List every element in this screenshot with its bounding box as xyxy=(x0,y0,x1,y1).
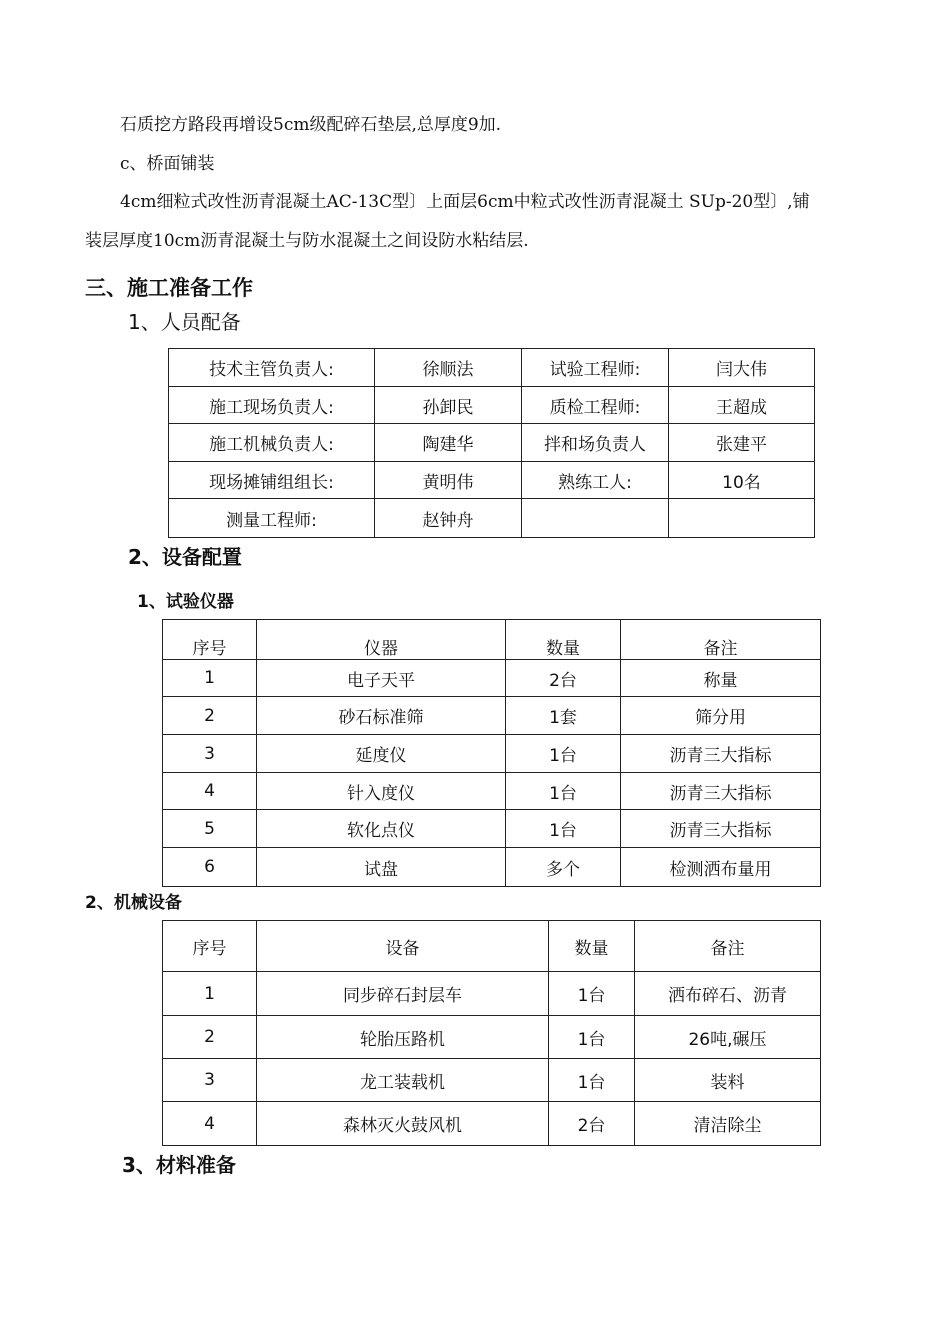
column-header: 仪器 xyxy=(257,620,506,660)
personnel-role: 熟练工人: xyxy=(522,462,669,499)
table-row xyxy=(169,499,815,538)
column-header: 序号 xyxy=(163,921,257,972)
personnel-role: 质检工程师: xyxy=(522,387,669,424)
table-cell: 针入度仪 xyxy=(257,773,506,810)
personnel-name: 徐顺法 xyxy=(375,349,522,387)
table-header-row xyxy=(163,620,821,660)
personnel-role: 施工现场负责人: xyxy=(169,387,375,424)
column-header: 设备 xyxy=(257,921,549,972)
personnel-table xyxy=(168,348,815,538)
personnel-role: 现场摊铺组组长: xyxy=(169,462,375,499)
table-cell: 1台 xyxy=(506,773,621,810)
table-row xyxy=(163,735,821,773)
personnel-role: 拌和场负责人 xyxy=(522,424,669,462)
personnel-name: 黄明伟 xyxy=(375,462,522,499)
table-cell: 清洁除尘 xyxy=(635,1102,821,1146)
personnel-role: 施工机械负责人: xyxy=(169,424,375,462)
personnel-name xyxy=(669,499,815,538)
table-cell: 2台 xyxy=(506,660,621,697)
table-cell: 电子天平 xyxy=(257,660,506,697)
table-row xyxy=(163,810,821,848)
table-cell: 检测洒布量用 xyxy=(621,848,821,887)
column-header: 序号 xyxy=(163,620,257,660)
table-row xyxy=(163,972,821,1016)
instruments-table xyxy=(162,619,821,887)
table-cell: 沥青三大指标 xyxy=(621,810,821,848)
table-cell: 沥青三大指标 xyxy=(621,735,821,773)
table-cell: 2台 xyxy=(549,1102,635,1146)
intro-line-3: 4cm细粒式改性沥青混凝土AC-13C型〕上面层6cm中粒式改性沥青混凝土 SUp-20型〕,铺 xyxy=(120,192,810,212)
table-row xyxy=(163,848,821,887)
personnel-role: 测量工程师: xyxy=(169,499,375,538)
table-cell: 沥青三大指标 xyxy=(621,773,821,810)
personnel-name: 闫大伟 xyxy=(669,349,815,387)
personnel-role xyxy=(522,499,669,538)
table-cell: 筛分用 xyxy=(621,697,821,735)
table-cell: 1台 xyxy=(549,1016,635,1059)
table-cell: 软化点仪 xyxy=(257,810,506,848)
column-header: 数量 xyxy=(549,921,635,972)
table-row xyxy=(169,424,815,462)
personnel-name: 孙卸民 xyxy=(375,387,522,424)
table-cell: 2 xyxy=(163,697,257,735)
personnel-role: 技术主管负责人: xyxy=(169,349,375,387)
personnel-role: 试验工程师: xyxy=(522,349,669,387)
equipment-title: 2、设备配置 xyxy=(128,545,242,569)
instruments-title: 1、试验仪器 xyxy=(137,592,234,612)
table-cell: 多个 xyxy=(506,848,621,887)
table-cell: 2 xyxy=(163,1016,257,1059)
table-cell: 砂石标准筛 xyxy=(257,697,506,735)
table-row xyxy=(163,1059,821,1102)
table-cell: 1台 xyxy=(549,972,635,1016)
table-cell: 4 xyxy=(163,773,257,810)
table-cell: 1 xyxy=(163,972,257,1016)
table-cell: 1台 xyxy=(506,735,621,773)
table-cell: 同步碎石封层车 xyxy=(257,972,549,1016)
personnel-name: 王超成 xyxy=(669,387,815,424)
table-row xyxy=(163,697,821,735)
table-cell: 试盘 xyxy=(257,848,506,887)
personnel-name: 赵钟舟 xyxy=(375,499,522,538)
personnel-title: 1、人员配备 xyxy=(128,310,241,334)
table-cell: 龙工装载机 xyxy=(257,1059,549,1102)
table-cell: 洒布碎石、沥青 xyxy=(635,972,821,1016)
table-row xyxy=(163,773,821,810)
column-header: 数量 xyxy=(506,620,621,660)
table-row xyxy=(163,660,821,697)
table-row xyxy=(169,462,815,499)
column-header: 备注 xyxy=(635,921,821,972)
table-row xyxy=(163,1016,821,1059)
table-cell: 装料 xyxy=(635,1059,821,1102)
machinery-table xyxy=(162,920,821,1146)
table-cell: 5 xyxy=(163,810,257,848)
personnel-name: 10名 xyxy=(669,462,815,499)
table-cell: 1台 xyxy=(549,1059,635,1102)
table-cell: 6 xyxy=(163,848,257,887)
table-row xyxy=(163,1102,821,1146)
personnel-name: 张建平 xyxy=(669,424,815,462)
table-header-row xyxy=(163,921,821,972)
table-cell: 4 xyxy=(163,1102,257,1146)
materials-title: 3、材料准备 xyxy=(122,1153,236,1177)
table-row xyxy=(169,387,815,424)
machinery-title: 2、机械设备 xyxy=(85,893,182,913)
intro-line-1: 石质挖方路段再增设5cm级配碎石垫层,总厚度9加. xyxy=(120,115,502,135)
section-3-title: 三、施工准备工作 xyxy=(85,276,253,300)
table-cell: 1台 xyxy=(506,810,621,848)
table-row xyxy=(169,349,815,387)
table-cell: 3 xyxy=(163,1059,257,1102)
intro-line-4: 装层厚度10cm沥青混凝土与防水混凝土之间设防水粘结层. xyxy=(85,231,529,251)
column-header: 备注 xyxy=(621,620,821,660)
personnel-name: 陶建华 xyxy=(375,424,522,462)
table-cell: 称量 xyxy=(621,660,821,697)
table-cell: 26吨,碾压 xyxy=(635,1016,821,1059)
table-cell: 3 xyxy=(163,735,257,773)
table-cell: 延度仪 xyxy=(257,735,506,773)
intro-line-2: c、桥面铺装 xyxy=(120,154,215,174)
table-cell: 1套 xyxy=(506,697,621,735)
table-cell: 1 xyxy=(163,660,257,697)
table-cell: 森林灭火鼓风机 xyxy=(257,1102,549,1146)
table-cell: 轮胎压路机 xyxy=(257,1016,549,1059)
